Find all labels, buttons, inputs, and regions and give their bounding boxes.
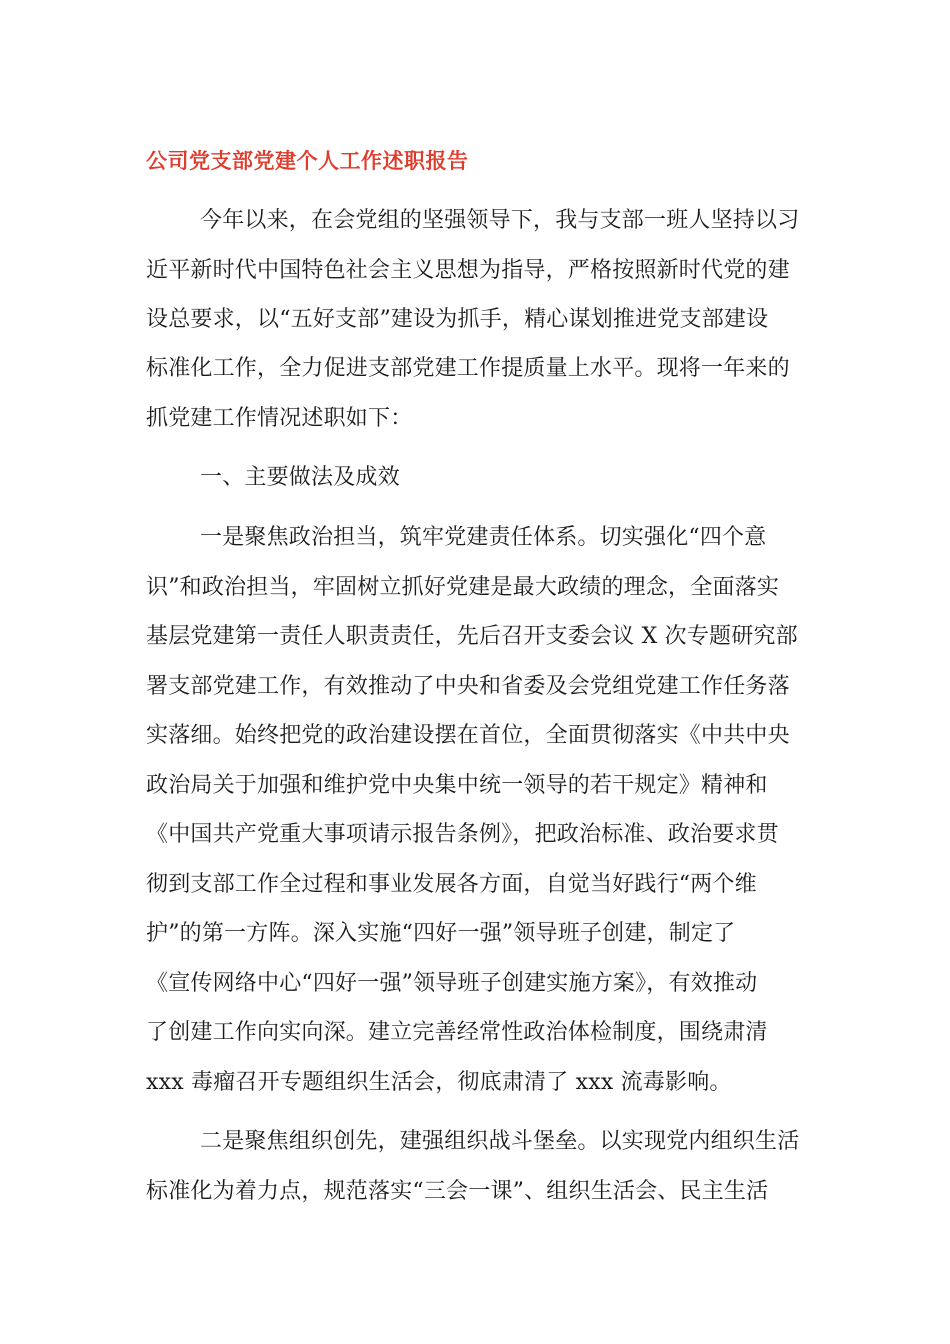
paragraph-line: 近平新时代中国特色社会主义思想为指导，严格按照新时代党的建 [146,258,790,283]
paragraph-line: 署支部党建工作，有效推动了中央和省委及会党组党建工作任务落 [146,674,790,699]
paragraph-line: 了创建工作向实向深。建立完善经常性政治体检制度，围绕肃清 [146,1020,768,1045]
paragraph-line: 抓党建工作情况述职如下： [146,406,413,431]
paragraph-line: 基层党建第一责任人职责责任，先后召开支委会议 X 次专题研究部 [146,624,798,649]
document-title: 公司党支部党建个人工作述职报告 [146,148,469,173]
paragraph-line: 实落细。始终把党的政治建设摆在首位，全面贯彻落实《中共中央 [146,723,790,748]
section-heading: 一、主要做法及成效 [200,465,400,490]
paragraph-line: 政治局关于加强和维护党中央集中统一领导的若干规定》精神和 [146,773,768,798]
paragraph-line: 标准化为着力点，规范落实“三会一课”、组织生活会、民主生活 [146,1179,769,1204]
paragraph-line: 今年以来，在会党组的坚强领导下，我与支部一班人坚持以习 [200,208,800,233]
paragraph-line: 彻到支部工作全过程和事业发展各方面，自觉当好践行“两个维 [146,872,757,897]
paragraph-line: 设总要求，以“五好支部”建设为抓手，精心谋划推进党支部建设 [146,307,769,332]
paragraph-line: 一是聚焦政治担当，筑牢党建责任体系。切实强化“四个意 [200,525,767,550]
paragraph-line: xxx 毒瘤召开专题组织生活会，彻底肃清了 xxx 流毒影响。 [146,1070,732,1095]
paragraph-line: 识”和政治担当，牢固树立抓好党建是最大政绩的理念，全面落实 [146,575,780,600]
paragraph-line: 护”的第一方阵。深入实施“四好一强”领导班子创建，制定了 [146,921,736,946]
paragraph-line: 标准化工作，全力促进支部党建工作提质量上水平。现将一年来的 [146,356,790,381]
paragraph-line: 《中国共产党重大事项请示报告条例》，把政治标准、政治要求贯 [146,822,779,847]
paragraph-line: 《宣传网络中心“四好一强”领导班子创建实施方案》，有效推动 [146,971,758,996]
paragraph-line: 二是聚焦组织创先，建强组织战斗堡垒。以实现党内组织生活 [200,1129,800,1154]
